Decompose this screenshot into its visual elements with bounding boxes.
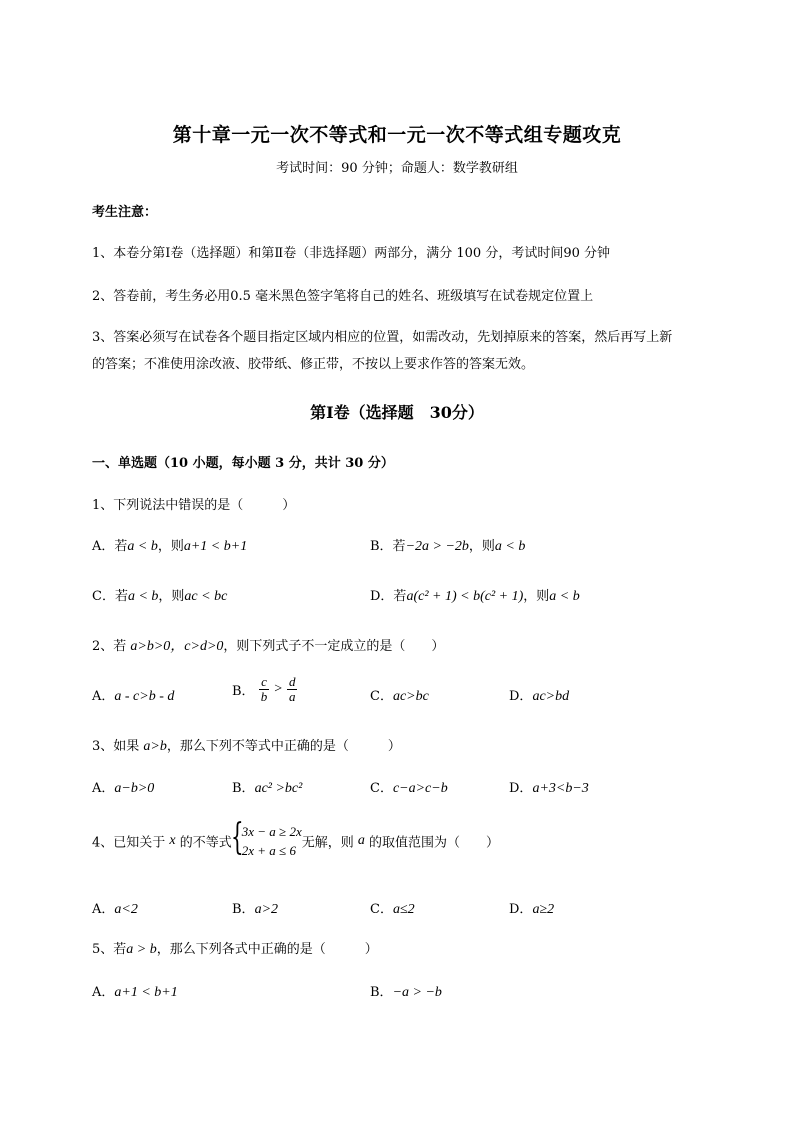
question-3-stem: 3、如果 a>b，那么下列不等式中正确的是（ ） — [92, 739, 401, 754]
part-heading: 一、单选题（10 小题，每小题 3 分，共计 30 分） — [92, 456, 394, 471]
q4-option-c: C．a≤2 — [370, 902, 415, 917]
fraction-c-over-b: $\frac{c}{b}$ — [260, 674, 268, 704]
q1-option-b: B．若−2a > −2b，则a < b — [370, 539, 526, 554]
q2-option-c: C．ac>bc — [370, 689, 429, 704]
notice-item-1: 1、本卷分第Ⅰ卷（选择题）和第Ⅱ卷（非选择题）两部分，满分 100 分，考试时间90 分钟 — [92, 246, 610, 261]
left-brace-icon: { — [230, 817, 244, 858]
q1-option-a: A．若a < b，则a+1 < b+1 — [92, 539, 248, 554]
inequality-system: { 3x − a ≥ 2x 2x + a ≤ 6 — [230, 817, 302, 858]
q3-option-a: A．a−b>0 — [92, 781, 155, 796]
q4-option-d: D．a≥2 — [509, 902, 555, 917]
section-title: 第Ⅰ卷（选择题 30分） — [310, 403, 484, 422]
page-title: 第十章一元一次不等式和一元一次不等式组专题攻克 — [172, 124, 622, 146]
q1-option-d: D．若a(c² + 1) < b(c² + 1)，则a < b — [370, 589, 580, 604]
question-4-stem: 4、已知关于 x 的不等式 { 3x − a ≥ 2x 2x + a ≤ 6 无解，则 a 的取值范围为（ ） — [92, 817, 499, 858]
notice-heading: 考生注意： — [92, 205, 158, 220]
notice-item-3-cont: 的答案；不准使用涂改液、胶带纸、修正带，不按以上要求作答的答案无效。 — [92, 357, 535, 372]
exam-info: 考试时间：90 分钟；命题人：数学教研组 — [276, 161, 518, 176]
q3-option-c: C．c−a>c−b — [370, 781, 448, 796]
q3-option-b: B．ac² >bc² — [232, 781, 303, 796]
question-1-stem: 1、下列说法中错误的是（ ） — [92, 498, 296, 513]
q2-option-d: D．ac>bd — [509, 689, 570, 704]
question-2-stem: 2、若 a>b>0，c>d>0，则下列式子不一定成立的是（ ） — [92, 639, 445, 654]
q4-option-a: A．a<2 — [92, 902, 138, 917]
q4-option-b: B．a>2 — [232, 902, 279, 917]
q1-option-c: C．若a < b，则ac < bc — [92, 589, 228, 604]
question-5-stem: 5、若a > b，那么下列各式中正确的是（ ） — [92, 942, 378, 957]
q5-option-a: A．a+1 < b+1 — [92, 985, 178, 1000]
notice-item-2: 2、答卷前，考生务必用0.5 毫米黑色签字笔将自己的姓名、班级填写在试卷规定位置上 — [92, 289, 594, 304]
q2-option-a: A．a - c>b - d — [92, 689, 175, 704]
fraction-d-over-a: $\frac{d}{a}$ — [288, 674, 296, 704]
q3-option-d: D．a+3<b−3 — [509, 781, 589, 796]
q5-option-b: B．−a > −b — [370, 985, 442, 1000]
q2-option-b: B． $\frac{c}{b}$ > $\frac{d}{a}$ — [232, 674, 296, 704]
notice-item-3: 3、答案必须写在试卷各个题目指定区域内相应的位置，如需改动，先划掉原来的答案，然后再写上新 — [92, 330, 673, 345]
